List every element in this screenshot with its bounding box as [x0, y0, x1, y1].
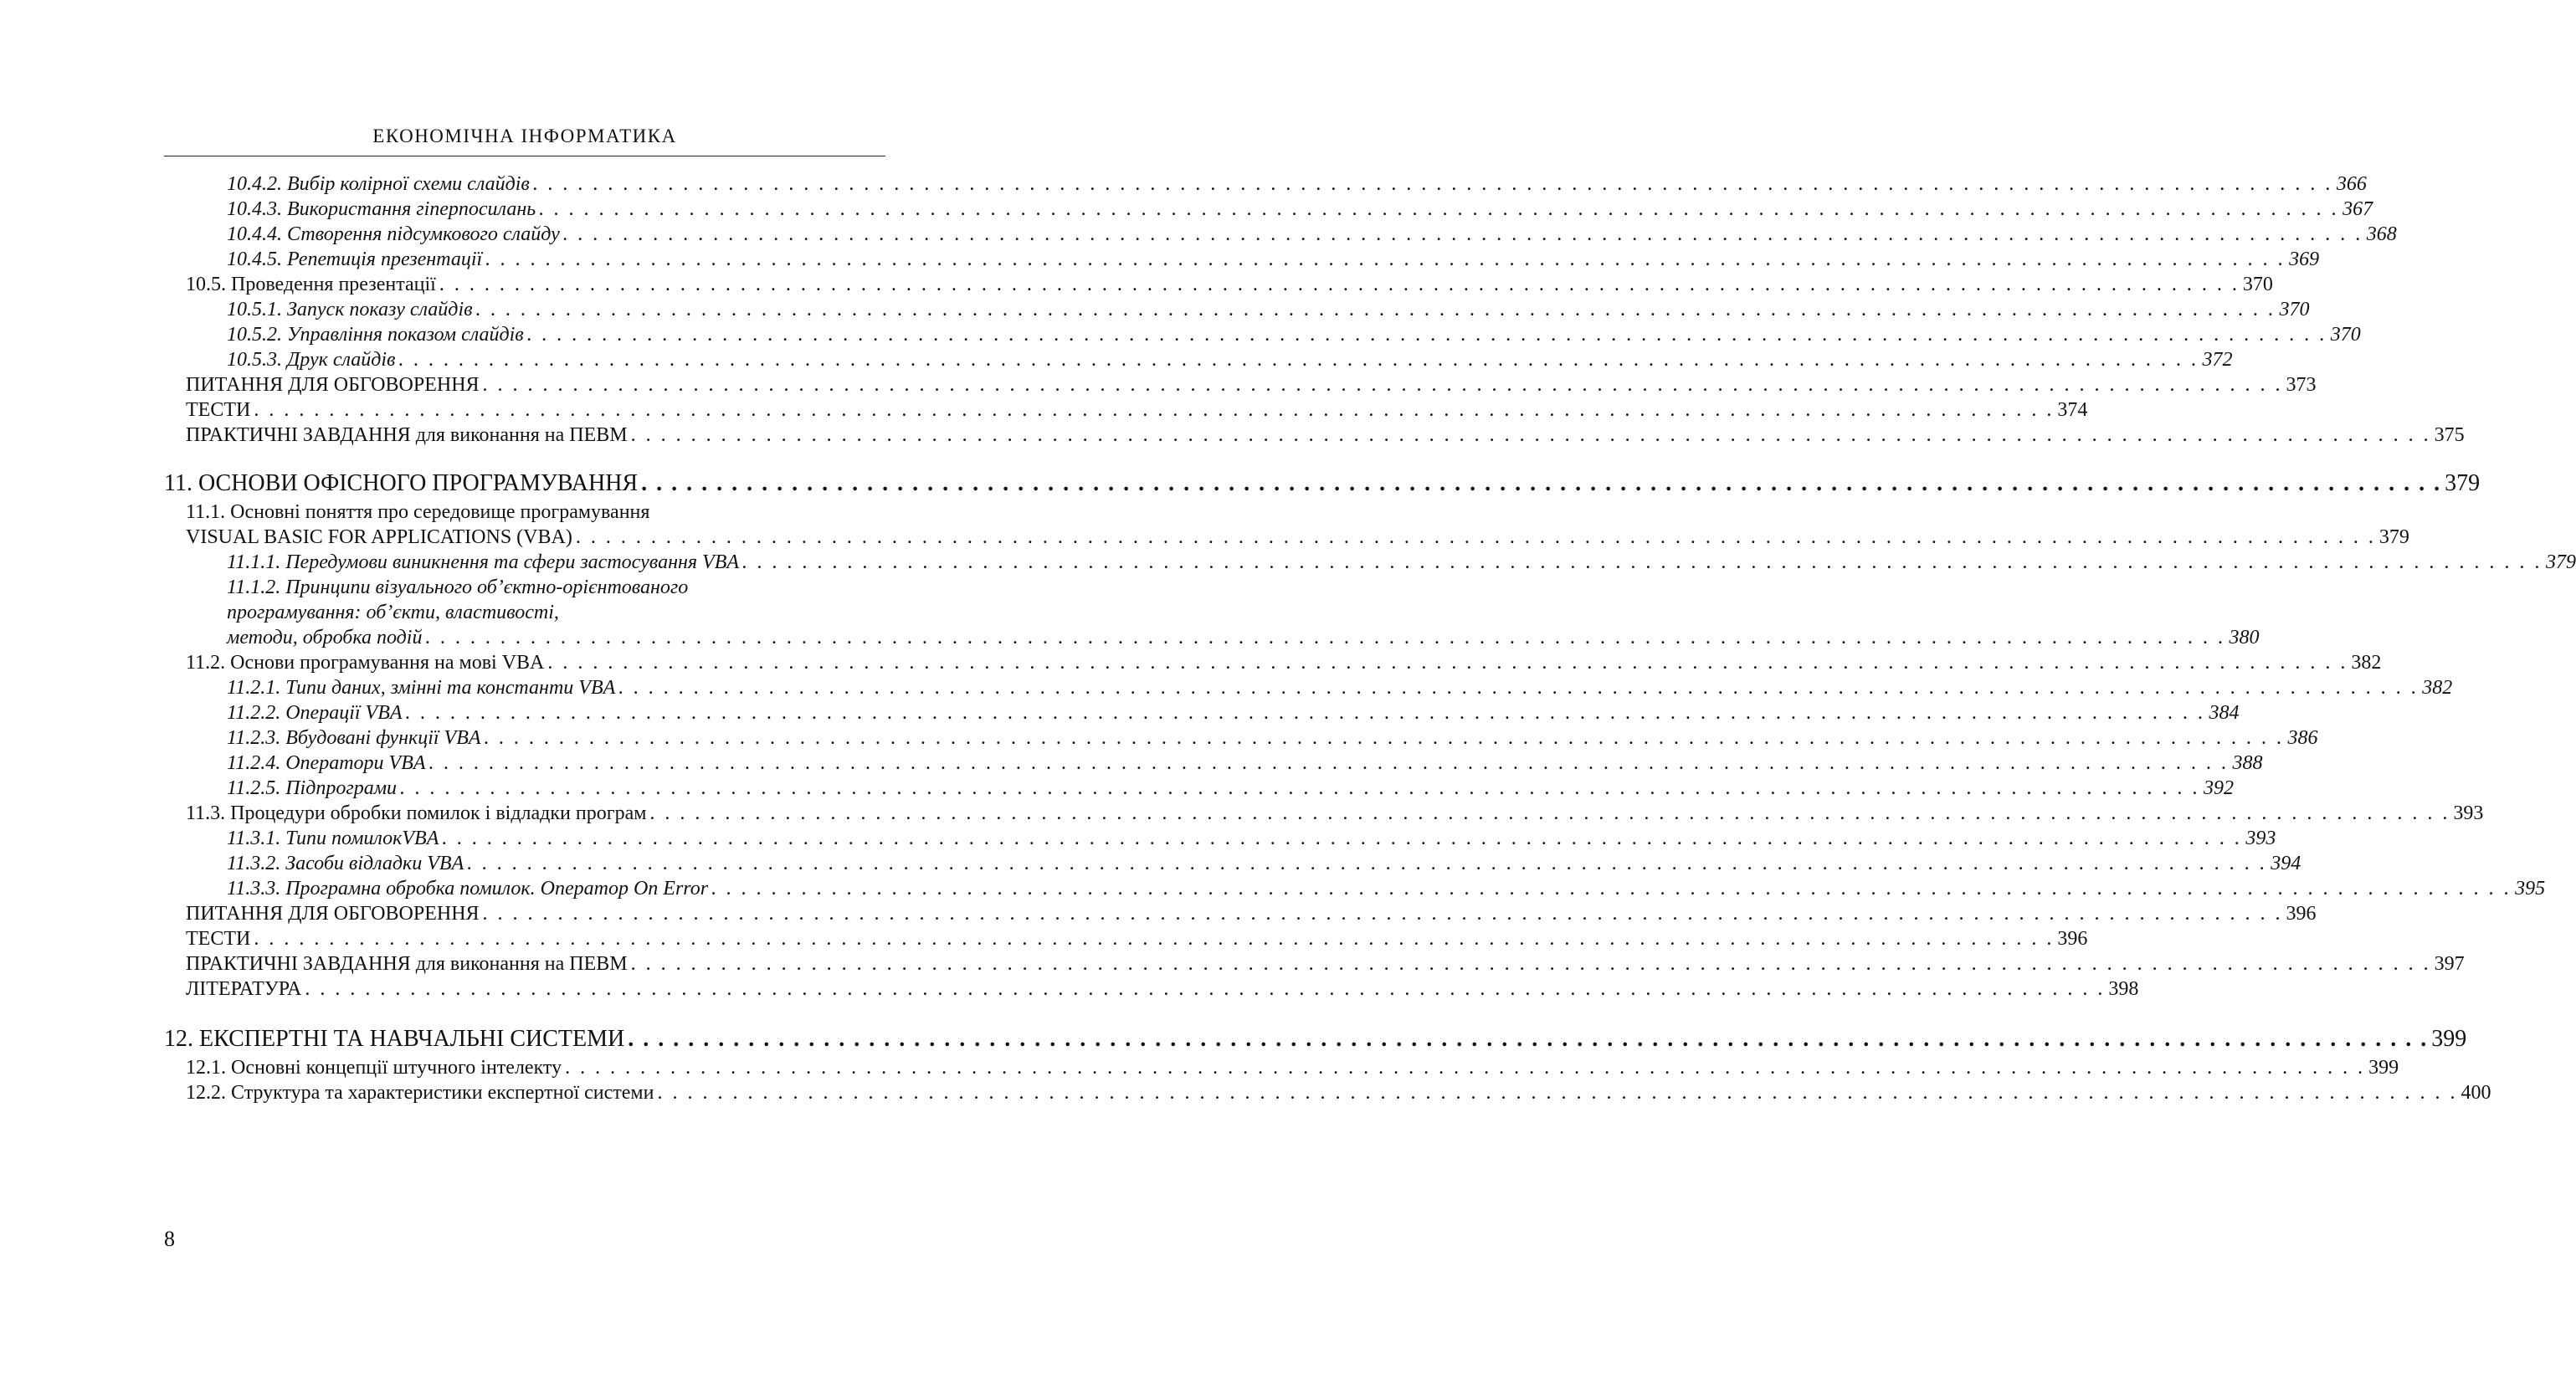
toc-entry-page: 386	[2287, 727, 2318, 749]
toc-leader-dots: . . . . . . . . . . . . . . . . . . . . . . . . . . . . . . . . . . . . . . . . . . . . . . . . . . . . . . . . . . . . . . . . . . . . . . . . . . . . . . . . . . . . . . . . . . . . . . . . . . . . . . . . . . . . . . . . . . . . . . . .	[428, 752, 2230, 774]
toc-entry-page: 375	[2434, 424, 2465, 446]
toc-entry-title: 11.3.1. Типи помилокVBA	[227, 828, 439, 849]
toc-entry-title: 10.5. Проведення презентації	[186, 274, 436, 295]
toc-leader-dots: . . . . . . . . . . . . . . . . . . . . . . . . . . . . . . . . . . . . . . . . . . . . . . . . . . . . . . . . . . . . . . . . . . . . . . . . . . . . . . . . . . . . . . . . . . . . . . . . . . . . . . . . . . . . . . . . . . . . . . . .	[405, 702, 2206, 724]
toc-entry[interactable]	[227, 347, 2233, 372]
toc-leader-dots: . . . . . . . . . . . . . . . . . . . . . . . . . . . . . . . . . . . . . . . . . . . . . . . . . . . . . . . . . . . . . . . . . . . . . . . . . . . . . . . . . . . . . . . . . . . . . . . . . . . . . . . . . . . . . . . . . . . . . . . .	[398, 349, 2199, 371]
toc-entry[interactable]	[186, 976, 2139, 1002]
toc-entry-title: 10.5.3. Друк слайдів	[227, 349, 396, 371]
toc-entry-page: 379	[2378, 526, 2409, 548]
toc-entry-title: ТЕСТИ	[186, 399, 251, 421]
toc-entry-page: 400	[2461, 1082, 2491, 1104]
toc-entry[interactable]	[227, 700, 2240, 725]
toc-entry-title: 11.1.1. Передумови виникнення та сфери застосування VBA	[227, 551, 740, 573]
toc-entry-page: 379	[2445, 470, 2481, 496]
toc-entry-page: 373	[2286, 374, 2317, 396]
toc-leader-dots: . . . . . . . . . . . . . . . . . . . . . . . . . . . . . . . . . . . . . . . . . . . . . . . . . . . . . . . . . . . . . . . . . . . . . . . . . . . . . . . . . . . . . . . . . . . . . . . . . . . . . . . . . . . . . . . . . . . . . . . .	[641, 470, 2442, 496]
toc-entry-title: 10.4.4. Створення підсумкового слайду	[227, 223, 560, 245]
toc-entry-page: 368	[2366, 223, 2397, 245]
toc-entry-title: 12.1. Основні концепції штучного інтелекту	[186, 1057, 562, 1079]
toc-entry-page: 374	[2057, 399, 2088, 421]
toc-entry-page: 370	[2330, 324, 2361, 346]
toc-entry[interactable]	[164, 470, 2481, 496]
toc-entry[interactable]	[227, 751, 2263, 776]
toc-entry-page: 370	[2279, 299, 2310, 320]
toc-entry-title: 11.2.5. Підпрограми	[227, 777, 398, 799]
toc-leader-dots: . . . . . . . . . . . . . . . . . . . . . . . . . . . . . . . . . . . . . . . . . . . . . . . . . . . . . . . . . . . . . . . . . . . . . . . . . . . . . . . . . . . . . . . . . . . . . . . . . . . . . . . . . . . . . . . . . . . . . . . .	[630, 953, 2431, 975]
toc-entry-page: 366	[2336, 173, 2367, 195]
toc-entry[interactable]	[186, 650, 2382, 675]
toc-entry-title: 10.5.1. Запуск показу слайдів	[227, 299, 473, 320]
toc-entry-title: 11. ОСНОВИ ОФІСНОГО ПРОГРАМУВАННЯ	[164, 470, 639, 496]
toc-leader-dots: . . . . . . . . . . . . . . . . . . . . . . . . . . . . . . . . . . . . . . . . . . . . . . . . . . . . . . . . . . . . . . . . . . . . . . . . . . . . . . . . . . . . . . . . . . . . . . . . . . . . . . . . . . . . . . . . . . . . . . . .	[400, 777, 2201, 799]
toc-leader-dots: . . . . . . . . . . . . . . . . . . . . . . . . . . . . . . . . . . . . . . . . . . . . . . . . . . . . . . . . . . . . . . . . . . . . . . . . . . . . . . . . . . . . . . . . . . . . . . . . . . . . . . . . . . . . . . . . . . . . . . . .	[425, 627, 2226, 648]
page-number: 8	[164, 1227, 175, 1251]
toc-entry-title: 10.4.5. Репетиція презентації	[227, 249, 483, 270]
toc-entry[interactable]	[227, 575, 870, 600]
toc-entry[interactable]	[227, 675, 2453, 700]
toc-entry-page: 396	[2286, 903, 2317, 925]
toc-entry[interactable]	[227, 297, 2310, 322]
toc-entry[interactable]	[164, 1026, 2467, 1052]
toc-leader-dots: . . . . . . . . . . . . . . . . . . . . . . . . . . . . . . . . . . . . . . . . . . . . . . . . . . . . . . . . . . . . . . . . . . . . . . . . . . . . . . . . . . . . . . . . . . . . . . . . . . . . . . . . . . . . . . . . . . . . . . . .	[305, 978, 2106, 1000]
toc-leader-dots: . . . . . . . . . . . . . . . . . . . . . . . . . . . . . . . . . . . . . . . . . . . . . . . . . . . . . . . . . . . . . . . . . . . . . . . . . . . . . . . . . . . . . . . . . . . . . . . . . . . . . . . . . . . . . . . . . . . . . . . .	[475, 299, 2276, 320]
toc-entry-title: 11.1.2. Принципи візуального об’єктно-орієнтованого	[227, 577, 689, 598]
toc-entry-page: 393	[2245, 828, 2276, 849]
toc-entry[interactable]	[227, 851, 2301, 876]
toc-entry-title: методи, обробка подій	[227, 627, 423, 648]
toc-entry[interactable]	[227, 725, 2318, 751]
toc-entry[interactable]	[186, 525, 2409, 550]
toc-entry-page: 397	[2434, 953, 2465, 975]
toc-entry-title: 11.3.3. Програмна обробка помилок. Оператор On Error	[227, 878, 709, 900]
toc-entry-page: 382	[2422, 677, 2453, 699]
toc-entry-page: 379	[2546, 551, 2576, 573]
toc-leader-dots: . . . . . . . . . . . . . . . . . . . . . . . . . . . . . . . . . . . . . . . . . . . . . . . . . . . . . . . . . . . . . . . . . . . . . . . . . . . . . . . . . . . . . . . . . . . . . . . . . . . . . . . . . . . . . . . . . . . . . . . .	[482, 903, 2283, 925]
toc-entry-page: 396	[2057, 928, 2088, 950]
toc-entry-page: 394	[2271, 853, 2301, 874]
toc-leader-dots: . . . . . . . . . . . . . . . . . . . . . . . . . . . . . . . . . . . . . . . . . . . . . . . . . . . . . . . . . . . . . . . . . . . . . . . . . . . . . . . . . . . . . . . . . . . . . . . . . . . . . . . . . . . . . . . . . . . . . . . .	[482, 374, 2283, 396]
toc-entry[interactable]	[227, 172, 2367, 197]
toc-entry[interactable]	[227, 222, 2397, 247]
toc-leader-dots: . . . . . . . . . . . . . . . . . . . . . . . . . . . . . . . . . . . . . . . . . . . . . . . . . . . . . . . . . . . . . . . . . . . . . . . . . . . . . . . . . . . . . . . . . . . . . . . . . . . . . . . . . . . . . . . . . . . . . . . .	[532, 173, 2333, 195]
toc-leader-dots: . . . . . . . . . . . . . . . . . . . . . . . . . . . . . . . . . . . . . . . . . . . . . . . . . . . . . . . . . . . . . . . . . . . . . . . . . . . . . . . . . . . . . . . . . . . . . . . . . . . . . . . . . . . . . . . . . . . . . . . .	[439, 274, 2240, 295]
toc-leader-dots: . . . . . . . . . . . . . . . . . . . . . . . . . . . . . . . . . . . . . . . . . . . . . . . . . . . . . . . . . . . . . . . . . . . . . . . . . . . . . . . . . . . . . . . . . . . . . . . . . . . . . . . . . . . . . . . . . . . . . . . .	[628, 1026, 2429, 1052]
toc-entry-title: 10.5.2. Управління показом слайдів	[227, 324, 524, 346]
toc-entry[interactable]	[227, 625, 2260, 650]
toc-entry-title: ПИТАННЯ ДЛЯ ОБГОВОРЕННЯ	[186, 374, 480, 396]
toc-leader-dots: . . . . . . . . . . . . . . . . . . . . . . . . . . . . . . . . . . . . . . . . . . . . . . . . . . . . . . . . . . . . . . . . . . . . . . . . . . . . . . . . . . . . . . . . . . . . . . . . . . . . . . . . . . . . . . . . . . . . . . . .	[484, 727, 2285, 749]
toc-entry-page: 392	[2204, 777, 2235, 799]
toc-entry[interactable]	[186, 500, 870, 525]
toc-leader-dots: . . . . . . . . . . . . . . . . . . . . . . . . . . . . . . . . . . . . . . . . . . . . . . . . . . . . . . . . . . . . . . . . . . . . . . . . . . . . . . . . . . . . . . . . . . . . . . . . . . . . . . . . . . . . . . . . . . . . . . . .	[467, 853, 2268, 874]
running-header: ЕКОНОМІЧНА ІНФОРМАТИКА	[372, 126, 677, 146]
toc-leader-dots: . . . . . . . . . . . . . . . . . . . . . . . . . . . . . . . . . . . . . . . . . . . . . . . . . . . . . . . . . . . . . . . . . . . . . . . . . . . . . . . . . . . . . . . . . . . . . . . . . . . . . . . . . . . . . . . . . . . . . . . .	[547, 652, 2348, 674]
toc-entry-title: 10.4.2. Вибір колірної схеми слайдів	[227, 173, 530, 195]
toc-leader-dots: . . . . . . . . . . . . . . . . . . . . . . . . . . . . . . . . . . . . . . . . . . . . . . . . . . . . . . . . . . . . . . . . . . . . . . . . . . . . . . . . . . . . . . . . . . . . . . . . . . . . . . . . . . . . . . . . . . . . . . . .	[657, 1082, 2458, 1104]
toc-entry-title: 11.1. Основні поняття про середовище програмування	[186, 501, 650, 523]
toc-leader-dots: . . . . . . . . . . . . . . . . . . . . . . . . . . . . . . . . . . . . . . . . . . . . . . . . . . . . . . . . . . . . . . . . . . . . . . . . . . . . . . . . . . . . . . . . . . . . . . . . . . . . . . . . . . . . . . . . . . . . . . . .	[485, 249, 2286, 270]
toc-entry-title: ПИТАННЯ ДЛЯ ОБГОВОРЕННЯ	[186, 903, 480, 925]
toc-entry[interactable]	[227, 600, 870, 625]
toc-entry-page: 399	[2431, 1026, 2467, 1052]
toc-entry[interactable]	[186, 901, 2317, 926]
toc-entry-title: ТЕСТИ	[186, 928, 251, 950]
toc-entry[interactable]	[186, 926, 2088, 951]
toc-leader-dots: . . . . . . . . . . . . . . . . . . . . . . . . . . . . . . . . . . . . . . . . . . . . . . . . . . . . . . . . . . . . . . . . . . . . . . . . . . . . . . . . . . . . . . . . . . . . . . . . . . . . . . . . . . . . . . . . . . . . . . . .	[742, 551, 2543, 573]
toc-leader-dots: . . . . . . . . . . . . . . . . . . . . . . . . . . . . . . . . . . . . . . . . . . . . . . . . . . . . . . . . . . . . . . . . . . . . . . . . . . . . . . . . . . . . . . . . . . . . . . . . . . . . . . . . . . . . . . . . . . . . . . . .	[442, 828, 2243, 849]
toc-entry-title: 11.2.3. Вбудовані функції VBA	[227, 727, 481, 749]
toc-entry-title: 12.2. Структура та характеристики експертної системи	[186, 1082, 654, 1104]
toc-entry[interactable]	[227, 322, 2361, 347]
toc-entry-page: 367	[2343, 198, 2373, 220]
toc-entry-page: 384	[2209, 702, 2240, 724]
toc-entry-page: 370	[2242, 274, 2273, 295]
toc-leader-dots: . . . . . . . . . . . . . . . . . . . . . . . . . . . . . . . . . . . . . . . . . . . . . . . . . . . . . . . . . . . . . . . . . . . . . . . . . . . . . . . . . . . . . . . . . . . . . . . . . . . . . . . . . . . . . . . . . . . . . . . .	[649, 802, 2450, 824]
toc-entry[interactable]	[186, 1055, 2399, 1080]
toc-leader-dots: . . . . . . . . . . . . . . . . . . . . . . . . . . . . . . . . . . . . . . . . . . . . . . . . . . . . . . . . . . . . . . . . . . . . . . . . . . . . . . . . . . . . . . . . . . . . . . . . . . . . . . . . . . . . . . . . . . . . . . . .	[575, 526, 2376, 548]
toc-leader-dots: . . . . . . . . . . . . . . . . . . . . . . . . . . . . . . . . . . . . . . . . . . . . . . . . . . . . . . . . . . . . . . . . . . . . . . . . . . . . . . . . . . . . . . . . . . . . . . . . . . . . . . . . . . . . . . . . . . . . . . . .	[630, 424, 2431, 446]
toc-leader-dots: . . . . . . . . . . . . . . . . . . . . . . . . . . . . . . . . . . . . . . . . . . . . . . . . . . . . . . . . . . . . . . . . . . . . . . . . . . . . . . . . . . . . . . . . . . . . . . . . . . . . . . . . . . . . . . . . . . . . . . . .	[254, 399, 2055, 421]
toc-entry-page: 382	[2351, 652, 2382, 674]
toc-entry-page: 372	[2202, 349, 2233, 371]
toc-leader-dots: . . . . . . . . . . . . . . . . . . . . . . . . . . . . . . . . . . . . . . . . . . . . . . . . . . . . . . . . . . . . . . . . . . . . . . . . . . . . . . . . . . . . . . . . . . . . . . . . . . . . . . . . . . . . . . . . . . . . . . . .	[618, 677, 2419, 699]
toc-entry-title: 11.3.2. Засоби відладки VBA	[227, 853, 464, 874]
toc-entry-title: 11.2.2. Операції VBA	[227, 702, 403, 724]
toc-entry-title: ПРАКТИЧНІ ЗАВДАННЯ для виконання на ПЕВМ	[186, 424, 628, 446]
toc-entry-title: 11.2.4. Оператори VBA	[227, 752, 426, 774]
toc-entry-page: 369	[2289, 249, 2320, 270]
toc-entry-title: VISUAL BASIC FOR APPLICATIONS (VBA)	[186, 526, 572, 548]
toc-entry-title: ЛІТЕРАТУРА	[186, 978, 302, 1000]
toc-entry[interactable]	[186, 372, 2317, 397]
toc-entry-page: 393	[2453, 802, 2484, 824]
toc-entry[interactable]	[227, 197, 2373, 222]
toc-entry-title: 12. ЕКСПЕРТНІ ТА НАВЧАЛЬНІ СИСТЕМИ	[164, 1026, 625, 1052]
toc-entry[interactable]	[227, 876, 2546, 901]
toc-entry[interactable]	[186, 951, 2465, 976]
toc-entry-title: 11.3. Процедури обробки помилок і відладки програм	[186, 802, 647, 824]
toc-leader-dots: . . . . . . . . . . . . . . . . . . . . . . . . . . . . . . . . . . . . . . . . . . . . . . . . . . . . . . . . . . . . . . . . . . . . . . . . . . . . . . . . . . . . . . . . . . . . . . . . . . . . . . . . . . . . . . . . . . . . . . . .	[254, 928, 2055, 950]
toc-entry[interactable]	[186, 397, 2088, 423]
toc-entry-page: 395	[2515, 878, 2546, 900]
toc-entry-title: програмування: об’єкти, властивості,	[227, 602, 559, 623]
toc-leader-dots: . . . . . . . . . . . . . . . . . . . . . . . . . . . . . . . . . . . . . . . . . . . . . . . . . . . . . . . . . . . . . . . . . . . . . . . . . . . . . . . . . . . . . . . . . . . . . . . . . . . . . . . . . . . . . . . . . . . . . . . .	[562, 223, 2363, 245]
toc-entry[interactable]	[227, 826, 2276, 851]
toc-leader-dots: . . . . . . . . . . . . . . . . . . . . . . . . . . . . . . . . . . . . . . . . . . . . . . . . . . . . . . . . . . . . . . . . . . . . . . . . . . . . . . . . . . . . . . . . . . . . . . . . . . . . . . . . . . . . . . . . . . . . . . . .	[711, 878, 2512, 900]
toc-entry[interactable]	[227, 247, 2320, 272]
toc-entry[interactable]	[186, 272, 2273, 297]
toc-entry[interactable]	[186, 801, 2484, 826]
toc-entry-title: 11.2. Основи програмування на мові VBA	[186, 652, 545, 674]
toc-entry-title: 11.2.1. Типи даних, змінні та константи VBA	[227, 677, 616, 699]
toc-entry-title: 10.4.3. Використання гіперпосилань	[227, 198, 536, 220]
toc-entry-page: 398	[2108, 978, 2139, 1000]
toc-leader-dots: . . . . . . . . . . . . . . . . . . . . . . . . . . . . . . . . . . . . . . . . . . . . . . . . . . . . . . . . . . . . . . . . . . . . . . . . . . . . . . . . . . . . . . . . . . . . . . . . . . . . . . . . . . . . . . . . . . . . . . . .	[539, 198, 2340, 220]
toc-leader-dots: . . . . . . . . . . . . . . . . . . . . . . . . . . . . . . . . . . . . . . . . . . . . . . . . . . . . . . . . . . . . . . . . . . . . . . . . . . . . . . . . . . . . . . . . . . . . . . . . . . . . . . . . . . . . . . . . . . . . . . . .	[526, 324, 2327, 346]
toc-entry-page: 388	[2232, 752, 2263, 774]
toc-entry[interactable]	[227, 550, 2576, 575]
toc-entry-title: ПРАКТИЧНІ ЗАВДАННЯ для виконання на ПЕВМ	[186, 953, 628, 975]
toc-entry-page: 380	[2229, 627, 2260, 648]
toc-entry[interactable]	[186, 423, 2465, 448]
toc-entry-page: 399	[2368, 1057, 2399, 1079]
toc-entry[interactable]	[227, 776, 2235, 801]
toc-entry[interactable]	[186, 1080, 2491, 1105]
toc-leader-dots: . . . . . . . . . . . . . . . . . . . . . . . . . . . . . . . . . . . . . . . . . . . . . . . . . . . . . . . . . . . . . . . . . . . . . . . . . . . . . . . . . . . . . . . . . . . . . . . . . . . . . . . . . . . . . . . . . . . . . . . .	[565, 1057, 2366, 1079]
